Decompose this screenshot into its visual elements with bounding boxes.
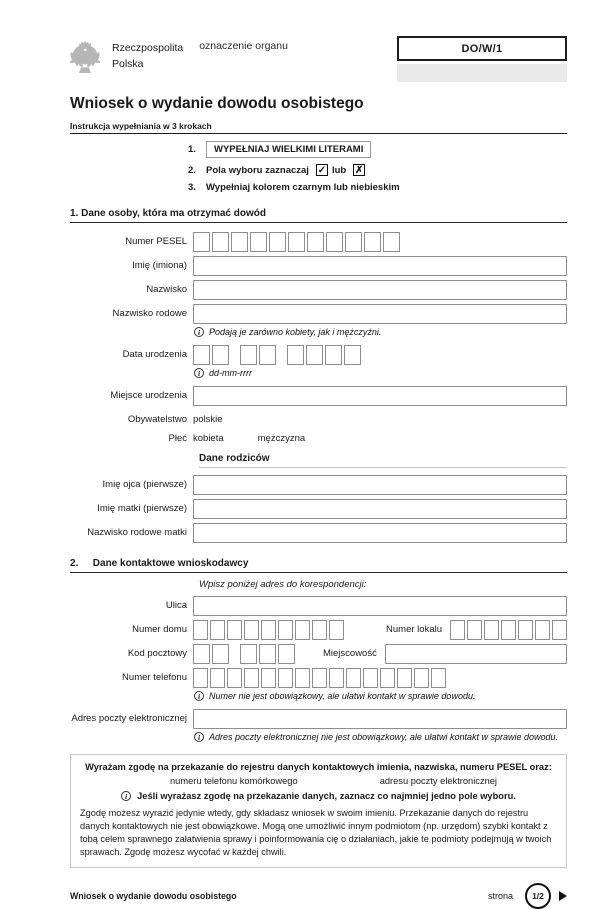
father-name-row [70, 475, 567, 495]
character-cell[interactable] [380, 668, 395, 688]
postal-code-combs [193, 644, 295, 664]
postal-city-fields [193, 644, 567, 664]
character-cell[interactable] [307, 232, 324, 252]
sex-options [193, 429, 567, 444]
character-cell[interactable] [193, 345, 210, 365]
character-cell[interactable] [312, 620, 327, 640]
page-number-badge: 1/2 [525, 883, 551, 909]
sex-row [70, 429, 567, 444]
step-text: Pola wyboru zaznaczaj [206, 164, 309, 176]
character-cell[interactable] [193, 232, 210, 252]
surname-row [70, 280, 567, 300]
citizenship-value: polskie [193, 414, 223, 425]
character-cell[interactable] [346, 668, 361, 688]
family-name-input[interactable] [193, 304, 567, 324]
section2-number: 2. [70, 558, 79, 569]
form-code-grey-field [397, 64, 567, 82]
hint-text: Adres poczty elektronicznej nie jest obowiązkowy, ale ułatwi kontakt w sprawie dowodu. [209, 732, 559, 742]
character-cell[interactable] [325, 345, 342, 365]
character-cell[interactable] [295, 620, 310, 640]
info-icon: i [194, 368, 204, 378]
character-cell[interactable] [535, 620, 550, 640]
info-icon: i [194, 732, 204, 742]
phone-label: Numer telefonu [122, 672, 187, 683]
first-name-label: Imię (imiona) [132, 260, 187, 271]
character-cell[interactable] [227, 620, 242, 640]
birth-day-comb [193, 345, 229, 365]
flat-number-label: Numer lokalu [386, 624, 442, 635]
birth-month-comb [240, 345, 276, 365]
instructions-heading: Instrukcja wypełniania w 3 krokach [70, 121, 567, 134]
parents-subheading: Dane rodziców [199, 453, 567, 468]
contact-register-consent-box [70, 754, 567, 868]
character-cell[interactable] [484, 620, 499, 640]
pesel-comb-field [193, 232, 567, 252]
character-cell[interactable] [295, 668, 310, 688]
father-name-label: Imię ojca (pierwsze) [102, 479, 187, 490]
republic-line1: Rzeczpospolita [112, 42, 184, 54]
birth-date-hint [194, 368, 567, 378]
surname-label: Nazwisko [146, 284, 187, 295]
character-cell[interactable] [345, 232, 362, 252]
hint-text: Podają je zarówno kobiety, jak i mężczyźni. [209, 327, 382, 337]
character-cell[interactable] [244, 620, 259, 640]
character-cell[interactable] [501, 620, 516, 640]
street-input[interactable] [193, 596, 567, 616]
checkmark-box-icon: ✓ [317, 164, 327, 176]
character-cell[interactable] [397, 668, 412, 688]
character-cell[interactable] [552, 620, 567, 640]
house-flat-row [70, 620, 567, 640]
email-input[interactable] [193, 709, 567, 729]
character-cell[interactable] [326, 232, 343, 252]
character-cell[interactable] [261, 620, 276, 640]
character-cell[interactable] [288, 232, 305, 252]
next-page-arrow-icon[interactable] [559, 891, 567, 901]
character-cell[interactable] [231, 232, 248, 252]
mother-name-label: Imię matki (pierwsze) [97, 503, 187, 514]
info-icon: i [194, 327, 204, 337]
address-hint: Wpisz poniżej adres do korespondencji: [199, 579, 367, 590]
character-cell[interactable] [212, 345, 229, 365]
house-number-label: Numer domu [132, 624, 187, 635]
consent-options [80, 772, 557, 788]
consent-title: Wyrażam zgodę na przekazanie do rejestru danych kontaktowych imienia, nazwiska, numeru PESEL oraz: [85, 762, 552, 772]
character-cell[interactable] [240, 644, 257, 664]
character-cell[interactable] [450, 620, 465, 640]
family-name-hint [194, 327, 567, 337]
uppercase-instruction-box: WYPEŁNIAJ WIELKIMI LITERAMI [206, 141, 371, 158]
character-cell[interactable] [210, 668, 225, 688]
email-row [70, 709, 567, 746]
flat-number-comb [450, 620, 567, 640]
character-cell[interactable] [518, 620, 533, 640]
character-cell[interactable] [193, 668, 208, 688]
birth-year-comb [287, 345, 361, 365]
cross-box-icon: ✗ [355, 164, 364, 176]
first-name-input[interactable] [193, 256, 567, 276]
info-icon: i [121, 791, 131, 801]
section2-heading [70, 558, 567, 573]
citizenship-row [70, 410, 567, 425]
page-title: Wniosek o wydanie dowodu osobistego [70, 95, 364, 112]
birth-place-label: Miejsce urodzenia [110, 390, 187, 401]
street-label: Ulica [165, 600, 187, 611]
city-input[interactable] [385, 644, 567, 664]
email-hint [194, 732, 567, 742]
character-cell[interactable] [383, 232, 400, 252]
character-cell[interactable] [329, 620, 344, 640]
step-number: 3. [188, 182, 196, 193]
character-cell[interactable] [278, 668, 293, 688]
character-cell[interactable] [193, 644, 210, 664]
citizenship-label: Obywatelstwo [127, 414, 187, 425]
character-cell[interactable] [278, 620, 293, 640]
mother-name-input[interactable] [193, 499, 567, 519]
pesel-label: Numer PESEL [125, 236, 187, 247]
flat-number-group [386, 620, 567, 640]
section2-rows [70, 596, 567, 746]
birth-place-row [70, 386, 567, 406]
phone-row [70, 668, 567, 705]
father-name-input[interactable] [193, 475, 567, 495]
hint-text: Numer nie jest obowiązkowy, ale ułatwi kontakt w sprawie dowodu. [209, 691, 476, 701]
page-footer [70, 883, 567, 909]
character-cell[interactable] [364, 232, 381, 252]
form-code-badge: DO/W/1 [397, 36, 567, 61]
character-cell[interactable] [312, 668, 327, 688]
form-code-block [397, 36, 567, 82]
step-number: 1. [188, 144, 196, 155]
mother-family-name-input[interactable] [193, 523, 567, 543]
character-cell[interactable] [467, 620, 482, 640]
footer-document-title: Wniosek o wydanie dowodu osobistego [70, 890, 237, 901]
phone-comb [193, 668, 567, 688]
character-cell[interactable] [212, 644, 229, 664]
character-cell[interactable] [193, 620, 208, 640]
character-cell[interactable] [212, 232, 229, 252]
house-flat-fields [193, 620, 567, 640]
consent-option-phone[interactable]: numeru telefonu komórkowego [170, 776, 298, 786]
postal-city-row [70, 644, 567, 664]
section1-heading: 1. Dane osoby, która ma otrzymać dowód [70, 208, 567, 223]
family-name-label: Nazwisko rodowe [112, 308, 187, 319]
birth-date-label: Data urodzenia [122, 349, 187, 360]
instruction-step-3 [188, 182, 567, 193]
postal-first-comb [193, 644, 229, 664]
character-cell[interactable] [329, 668, 344, 688]
surname-input[interactable] [193, 280, 567, 300]
sex-option-female[interactable]: kobieta [193, 433, 224, 444]
hint-text: dd-mm-rrrr [209, 368, 252, 378]
house-number-comb [193, 620, 344, 640]
street-row [70, 596, 567, 616]
sex-label: Płeć [168, 433, 187, 444]
first-name-row [70, 256, 567, 276]
polish-eagle-emblem-icon [70, 38, 100, 78]
instruction-step-1 [188, 141, 567, 158]
republic-name [112, 36, 183, 73]
section2-title: Dane kontaktowe wnioskodawcy [92, 558, 249, 569]
character-cell[interactable] [259, 644, 276, 664]
email-label: Adres poczty elektronicznej [71, 713, 187, 724]
character-cell[interactable] [261, 668, 276, 688]
character-cell[interactable] [344, 345, 361, 365]
character-cell[interactable] [259, 345, 276, 365]
instruction-step-2 [188, 164, 567, 176]
organ-designation-label: oznaczenie organu [199, 40, 288, 52]
city-label: Miejscowość [323, 648, 377, 659]
section1-rows [70, 232, 567, 543]
info-icon: i [194, 691, 204, 701]
instruction-steps [70, 141, 567, 193]
mother-name-row [70, 499, 567, 519]
character-cell[interactable] [278, 644, 295, 664]
birth-place-input[interactable] [193, 386, 567, 406]
character-cell[interactable] [250, 232, 267, 252]
step-text: Wypełniaj kolorem czarnym lub niebieskim [206, 182, 400, 193]
character-cell[interactable] [431, 668, 446, 688]
mother-family-name-label: Nazwisko rodowe matki [87, 527, 187, 538]
consent-note [80, 791, 557, 801]
character-cell[interactable] [244, 668, 259, 688]
sex-option-male[interactable]: mężczyzna [257, 433, 306, 444]
character-cell[interactable] [414, 668, 429, 688]
pesel-row [70, 232, 567, 252]
consent-note-text: Jeśli wyrażasz zgodę na przekazanie danych, zaznacz co najmniej jedno pole wyboru. [137, 791, 516, 801]
character-cell[interactable] [269, 232, 286, 252]
page-number-label: strona [487, 890, 513, 901]
form-header [70, 36, 567, 82]
family-name-row [70, 304, 567, 341]
character-cell[interactable] [210, 620, 225, 640]
birth-date-combs [193, 345, 567, 365]
republic-line2: Polska [112, 58, 144, 71]
mother-family-name-row [70, 523, 567, 543]
birth-date-row [70, 345, 567, 382]
step-number: 2. [188, 164, 196, 176]
character-cell[interactable] [240, 345, 257, 365]
step-or-text: lub [331, 164, 347, 176]
consent-option-email[interactable]: adresu poczty elektronicznej [379, 776, 497, 786]
character-cell[interactable] [363, 668, 378, 688]
consent-body-text: Zgodę możesz wyrazić jedynie wtedy, gdy składasz wniosek w swoim imieniu. Przekazanie danych do rejestru danych kontaktowych nie jest obowiązkowe. Mogą one umożliwić innym podmiotom (np. urzędom) szybki kontakt z tobą celem sprawnego załatwienia sprawy i poinformowania cię o działaniach, jakie te podmioty podejmują w twoich sprawach. Zgodę możesz wycofać w każdej chwili. [80, 808, 552, 857]
postal-second-comb [240, 644, 295, 664]
postal-code-label: Kod pocztowy [127, 648, 187, 659]
character-cell[interactable] [227, 668, 242, 688]
character-cell[interactable] [287, 345, 304, 365]
phone-hint [194, 691, 567, 701]
character-cell[interactable] [306, 345, 323, 365]
